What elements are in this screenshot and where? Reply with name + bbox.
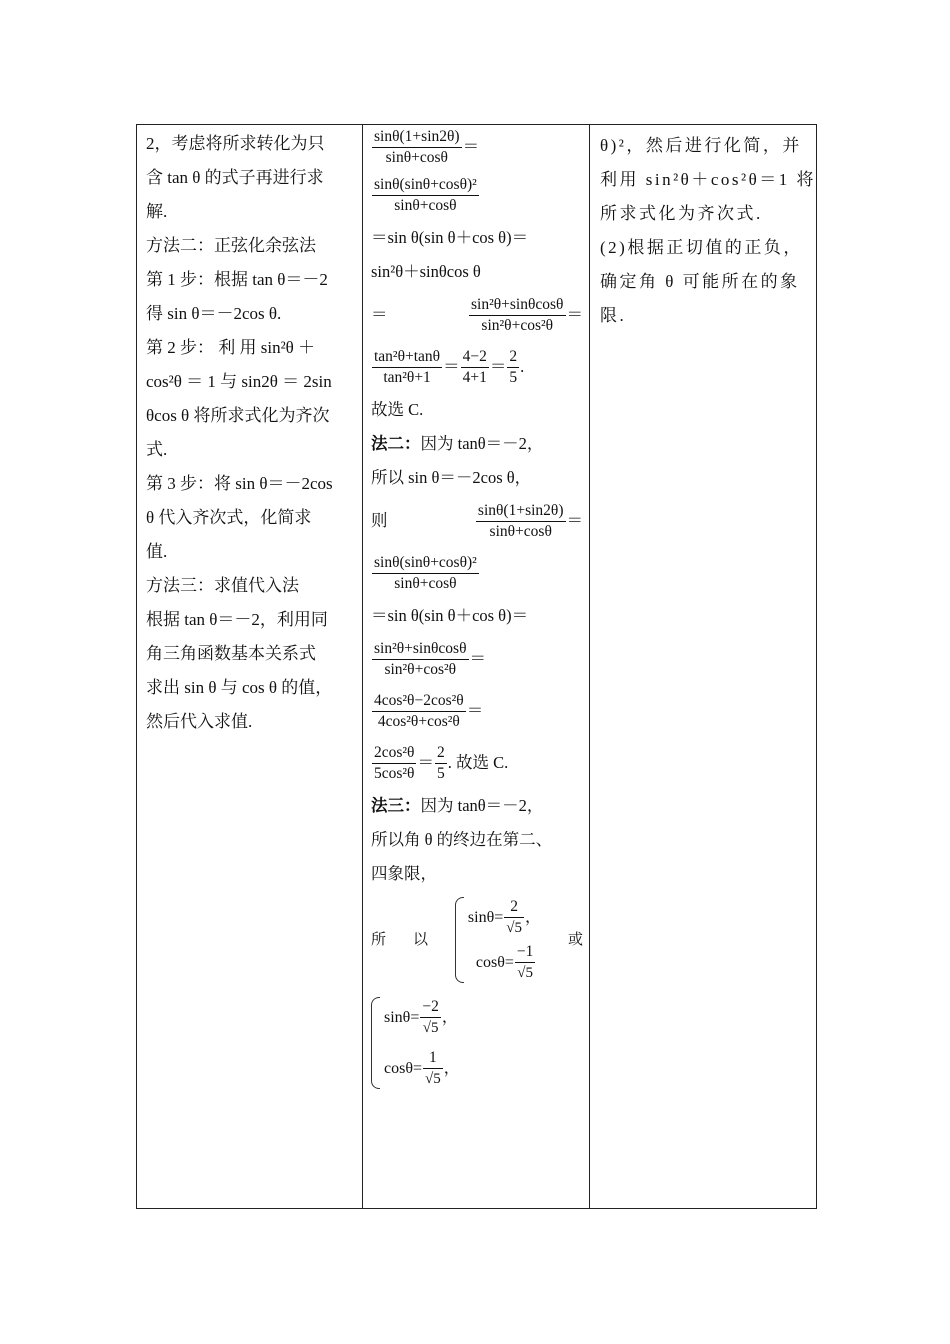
comma: ， xyxy=(441,1008,458,1026)
so-label: 所 xyxy=(371,932,387,948)
period: . xyxy=(520,357,525,376)
numerator: sinθ(sinθ+cosθ)² xyxy=(372,553,479,574)
method-notes-cell xyxy=(137,125,363,1209)
note-line: θ)²，然后进行化简，并 xyxy=(600,136,802,155)
equals-sign: ＝ xyxy=(443,357,460,376)
fraction xyxy=(507,347,519,388)
comma: ， xyxy=(443,1059,460,1077)
fraction xyxy=(372,639,469,680)
denominator: 4cos²θ+cos²θ xyxy=(377,712,460,730)
method-two-text: 因为 tanθ＝－2， xyxy=(420,434,544,453)
denominator: sinθ+cosθ xyxy=(394,196,457,214)
system-two-line xyxy=(371,997,583,1089)
denominator: sin²θ+cos²θ xyxy=(481,316,554,334)
equation-text: sin²θ＋sinθcos θ xyxy=(371,262,481,281)
numerator: 2 xyxy=(435,743,447,764)
denominator: sin²θ+cos²θ xyxy=(384,660,457,678)
note-line: 所求式化为齐次式. xyxy=(600,204,763,223)
fraction xyxy=(504,897,524,938)
analysis-notes-text xyxy=(590,125,816,333)
denominator: sinθ+cosθ xyxy=(489,522,552,540)
numerator: sin²θ+sinθcosθ xyxy=(469,295,566,316)
denominator: tan²θ+1 xyxy=(383,368,431,386)
cos-expression: cosθ= xyxy=(384,1059,423,1077)
fraction xyxy=(420,997,441,1038)
numerator: 4cos²θ−2cos²θ xyxy=(372,691,466,712)
method-two-line xyxy=(371,427,583,461)
answer-text: . 故选 C. xyxy=(447,753,509,772)
equation-text: ＝sin θ(sin θ＋cos θ)＝ xyxy=(371,606,529,625)
note-line: cos²θ ＝ 1 与 sin2θ ＝ 2sin xyxy=(146,372,332,391)
then-label: 则 xyxy=(371,511,388,530)
fraction xyxy=(435,743,447,784)
note-line: 2，考虑将所求转化为只 xyxy=(146,134,325,153)
note-line: 第 3 步：将 sin θ＝－2cos xyxy=(146,474,333,493)
denominator: √5 xyxy=(517,965,534,981)
comma: ， xyxy=(525,908,542,926)
note-line: 解. xyxy=(146,202,168,221)
or-label: 或 xyxy=(567,932,583,948)
equals-sign: ＝ xyxy=(417,753,434,772)
equation-text: 所以角 θ 的终边在第二、 xyxy=(371,830,553,849)
sin-expression: sinθ= xyxy=(467,908,504,926)
answer-text: 故选 C. xyxy=(371,400,424,419)
note-line: 限. xyxy=(600,306,627,325)
fraction xyxy=(469,295,566,336)
equals-sign: ＝ xyxy=(462,137,480,156)
equation-line xyxy=(371,547,583,599)
denominator: sinθ+cosθ xyxy=(385,148,448,166)
method-three-text: 因为 tanθ＝－2， xyxy=(420,796,544,815)
equation-system xyxy=(371,997,460,1089)
denominator: 4+1 xyxy=(462,368,487,386)
numerator: 2cos²θ xyxy=(372,743,416,764)
numerator: 1 xyxy=(423,1048,443,1069)
equation-line xyxy=(371,341,583,393)
fraction xyxy=(372,127,462,168)
note-line: 得 sin θ＝－2cos θ. xyxy=(146,304,282,323)
numerator: 4−2 xyxy=(461,347,489,368)
note-line: 角三角函数基本关系式 xyxy=(146,644,316,663)
method-three-label: 法三： xyxy=(371,796,421,815)
equation-text: 四象限， xyxy=(371,864,437,883)
denominator: sinθ+cosθ xyxy=(394,574,457,592)
numerator: 2 xyxy=(504,897,524,918)
note-line: 根据 tan θ＝－2，利用同 xyxy=(146,610,328,629)
equals-sign: ＝ xyxy=(466,701,484,720)
fraction xyxy=(372,743,416,784)
denominator: 5 xyxy=(436,764,445,782)
method-three-line xyxy=(371,789,583,823)
equation-line xyxy=(371,633,583,685)
equation-line xyxy=(371,495,583,547)
equals-sign: ＝ xyxy=(469,649,487,668)
denominator: √5 xyxy=(425,1071,441,1087)
numerator: sinθ(sinθ+cosθ)² xyxy=(372,175,479,196)
fraction xyxy=(515,942,536,983)
fraction xyxy=(476,501,566,542)
equals-sign: ＝ xyxy=(371,305,388,324)
equation-system xyxy=(455,897,541,983)
note-line: 然后代入求值. xyxy=(146,712,253,731)
system-row xyxy=(384,997,460,1038)
fraction xyxy=(372,347,442,388)
fraction xyxy=(461,347,489,388)
system-row xyxy=(468,942,541,983)
note-line: 式. xyxy=(146,440,168,459)
numerator: sinθ(1+sin2θ) xyxy=(372,127,462,148)
note-line: 方法二：正弦化余弦法 xyxy=(146,236,316,255)
numerator: −1 xyxy=(515,942,536,963)
denominator: 5 xyxy=(509,368,518,386)
denominator: √5 xyxy=(422,1020,439,1036)
note-line: 含 tan θ 的式子再进行求 xyxy=(146,168,324,187)
fraction xyxy=(372,175,479,216)
note-line: 利用 sin²θ＋cos²θ＝1 将 xyxy=(600,170,816,189)
equation-line xyxy=(371,685,583,737)
worked-solution-cell xyxy=(363,125,590,1209)
worked-solution xyxy=(363,125,589,1089)
equals-sign: ＝ xyxy=(566,511,583,530)
equals-sign: ＝ xyxy=(489,357,507,376)
numerator: sin²θ+sinθcosθ xyxy=(372,639,469,660)
left-brace xyxy=(455,897,464,983)
numerator: sinθ(1+sin2θ) xyxy=(476,501,566,522)
method-notes-text xyxy=(137,125,362,739)
note-line: θ 代入齐次式，化简求 xyxy=(146,508,312,527)
equation-text: 所以 sin θ＝－2cos θ， xyxy=(371,468,532,487)
note-line: 值. xyxy=(146,542,168,561)
denominator: 5cos²θ xyxy=(374,764,415,782)
equation-text: ＝sin θ(sin θ＋cos θ)＝ xyxy=(371,228,529,247)
note-line: θcos θ 将所求式化为齐次 xyxy=(146,406,330,425)
numerator: 2 xyxy=(507,347,519,368)
fraction xyxy=(423,1048,443,1089)
note-line: 求出 sin θ 与 cos θ 的值， xyxy=(146,678,333,697)
method-two-label: 法二： xyxy=(371,434,421,453)
equals-sign: ＝ xyxy=(566,305,583,324)
note-line: 第 1 步：根据 tan θ＝－2 xyxy=(146,270,328,289)
denominator: √5 xyxy=(506,920,522,936)
equation-line xyxy=(371,289,583,341)
numerator: −2 xyxy=(420,997,441,1018)
note-line: 确定角 θ 可能所在的象 xyxy=(600,272,800,291)
cos-expression: cosθ= xyxy=(475,953,514,971)
fraction xyxy=(372,553,479,594)
equation-line xyxy=(371,169,583,221)
note-line: (2)根据正切值的正负， xyxy=(600,238,803,257)
equation-line xyxy=(371,125,583,169)
fraction xyxy=(372,691,466,732)
note-line: 方法三：求值代入法 xyxy=(146,576,299,595)
note-line: 第 2 步： 利 用 sin²θ ＋ xyxy=(146,338,316,357)
analysis-notes-cell xyxy=(590,125,817,1209)
solution-table xyxy=(136,124,817,1209)
so-label: 以 xyxy=(412,932,428,948)
numerator: tan²θ+tanθ xyxy=(372,347,442,368)
equation-line xyxy=(371,737,583,789)
system-one-line xyxy=(371,897,583,983)
system-row xyxy=(468,897,541,938)
left-brace xyxy=(371,997,380,1089)
sin-expression: sinθ= xyxy=(384,1008,420,1026)
system-row xyxy=(384,1048,460,1089)
